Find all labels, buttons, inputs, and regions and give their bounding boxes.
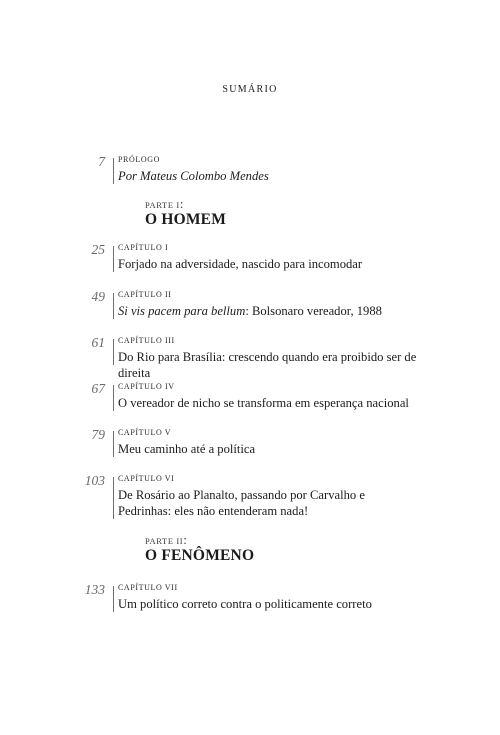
entry-label: CAPÍTULO VII: [118, 583, 178, 592]
entry-title: Do Rio para Brasília: crescendo quando era proibido ser de direita: [118, 350, 417, 380]
entry-title: De Rosário ao Planalto, passando por Carvalho e Pedrinhas: eles não entenderam nada!: [118, 488, 365, 518]
entry-title: Por Mateus Colombo Mendes: [118, 169, 269, 183]
divider: [113, 431, 114, 457]
entry-title: Forjado na adversidade, nascido para incomodar: [118, 257, 363, 271]
page-title: SUMÁRIO: [222, 84, 278, 95]
divider: [113, 385, 114, 411]
entry-title-italic: Si vis pacem para bellum: [118, 304, 246, 318]
part-label: PARTE II: [145, 536, 184, 546]
entry-label: CAPÍTULO II: [118, 290, 172, 299]
part-colon: :: [183, 532, 188, 547]
divider: [113, 477, 114, 519]
divider: [113, 293, 114, 319]
page-number: 67: [91, 381, 105, 396]
part-colon: :: [179, 196, 185, 211]
divider: [113, 246, 114, 272]
divider: [113, 339, 114, 365]
entry-label: CAPÍTULO III: [118, 336, 175, 345]
part-title: O HOMEM: [145, 211, 227, 228]
page-number: 103: [84, 473, 105, 488]
entry-title: [118, 303, 438, 319]
entry-title: Meu caminho até a política: [118, 442, 256, 456]
entry-title: O vereador de nicho se transforma em esperança nacional: [118, 396, 409, 410]
entry-title-rest: : Bolsonaro vereador, 1988: [245, 304, 382, 318]
part-label: PARTE I: [145, 200, 180, 210]
entry-label: CAPÍTULO I: [118, 243, 169, 252]
page-number: 79: [91, 427, 105, 442]
entry-label: CAPÍTULO VI: [118, 474, 175, 483]
divider: [113, 158, 114, 184]
entry-label: PRÓLOGO: [118, 155, 160, 164]
part-title: O FENÔMENO: [145, 547, 255, 564]
page-number: 49: [91, 289, 105, 304]
part-heading-2: [145, 532, 254, 565]
page-number: 25: [91, 242, 105, 257]
part-heading-1: [145, 196, 226, 229]
page-number: 7: [98, 154, 105, 169]
page-number: 61: [91, 335, 105, 350]
entry-label: CAPÍTULO V: [118, 428, 172, 437]
entry-title: Um político correto contra o politicamente correto: [118, 597, 372, 611]
entry-label: CAPÍTULO IV: [118, 382, 175, 391]
divider: [113, 586, 114, 612]
page-number: 133: [84, 582, 105, 597]
